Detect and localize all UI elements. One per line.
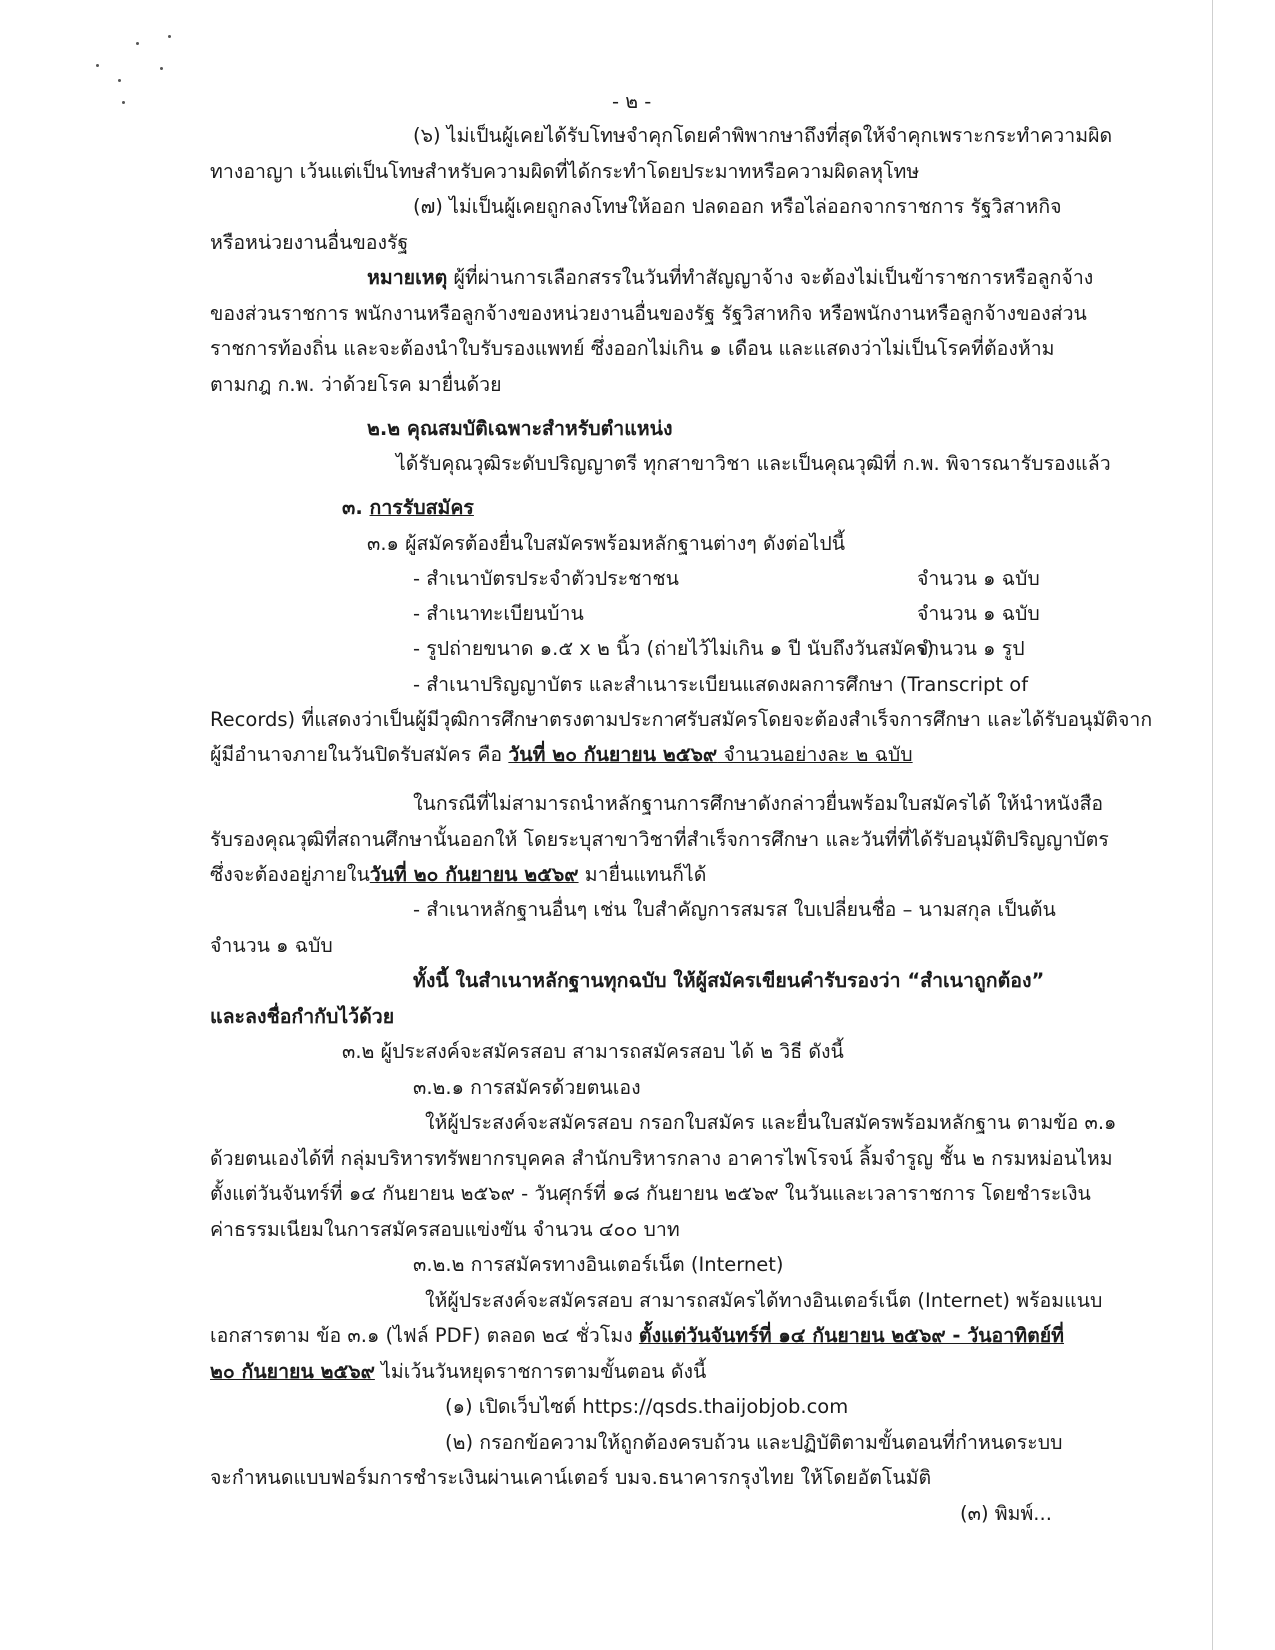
note-line-3: ราชการท้องถิ่น และจะต้องนำใบรับรองแพทย์ ซึ่งออกไม่เกิน ๑ เดือน และแสดงว่าไม่เป็นโรคที่ต้องห้าม bbox=[210, 337, 1055, 360]
internet-line-3 bbox=[210, 1358, 706, 1386]
deadline-copies: จำนวนอย่างละ ๒ ฉบับ bbox=[717, 743, 913, 766]
deadline-date: วันที่ ๒๐ กันยายน ๒๕๖๙ bbox=[508, 743, 718, 766]
section-3-heading bbox=[342, 494, 474, 522]
case-line-3 bbox=[210, 861, 706, 889]
case-line-1: ในกรณีที่ไม่สามารถนำหลักฐานการศึกษาดังกล่าวยื่นพร้อมใบสมัครได้ ให้นำหนังสือ bbox=[413, 792, 1104, 815]
qual-item-6-line-1: (๖) ไม่เป็นผู้เคยได้รับโทษจำคุกโดยคำพิพากษาถึงที่สุดให้จำคุกเพราะกระทำความผิด bbox=[413, 124, 1113, 147]
note-text: ผู้ที่ผ่านการเลือกสรรในวันที่ทำสัญญาจ้าง จะต้องไม่เป็นข้าราชการหรือลูกจ้าง bbox=[447, 266, 1094, 289]
internet-docs: เอกสารตาม ข้อ ๓.๑ (ไฟล์ PDF) ตลอด ๒๔ ชั่วโมง bbox=[210, 1324, 639, 1347]
qual-item-6-line-2: ทางอาญา เว้นแต่เป็นโทษสำหรับความผิดที่ได้กระทำโดยประมาทหรือความผิดลหุโทษ bbox=[210, 160, 920, 183]
doc-other-line-2: จำนวน ๑ ฉบับ bbox=[210, 934, 333, 957]
internet-period-end: ๒๐ กันยายน ๒๕๖๙ bbox=[210, 1360, 375, 1383]
self-apply-line-2: ด้วยตนเองได้ที่ กลุ่มบริหารทรัพยากรบุคคล สำนักบริหารกลาง อาคารไพโรจน์ ลิ้มจำรูญ ชั้น ๒ กรมหม่อนไหม bbox=[210, 1147, 1113, 1170]
page-number: - ๒ - bbox=[612, 90, 652, 113]
case-line-2: รับรองคุณวุฒิที่สถานศึกษานั้นออกให้ โดยระบุสาขาวิชาที่สำเร็จการศึกษา และวันที่ที่ได้รับอนุมัติปริญญาบัตร bbox=[210, 828, 1109, 851]
doc-degree-line-3 bbox=[210, 741, 913, 769]
doc-photo-qty: จำนวน ๑ รูป bbox=[917, 637, 1025, 660]
scan-speck bbox=[160, 67, 163, 70]
doc-id-card: - สำเนาบัตรประจำตัวประชาชน bbox=[413, 567, 679, 590]
self-apply-line-3: ตั้งแต่วันจันทร์ที่ ๑๔ กันยายน ๒๕๖๙ - วันศุกร์ที่ ๑๘ กันยายน ๒๕๖๙ ในวันและเวลาราชการ โดยชำระเงิน bbox=[210, 1182, 1091, 1205]
case-deadline-rest: มายื่นแทนก็ได้ bbox=[578, 863, 707, 886]
section-2-2-body: ได้รับคุณวุฒิระดับปริญญาตรี ทุกสาขาวิชา และเป็นคุณวุฒิที่ ก.พ. พิจารณารับรองแล้ว bbox=[396, 452, 1111, 475]
internet-steps-intro: ไม่เว้นวันหยุดราชการตามขั้นตอน ดังนี้ bbox=[374, 1360, 707, 1383]
doc-photo: - รูปถ่ายขนาด ๑.๕ x ๒ นิ้ว (ถ่ายไว้ไม่เกิน ๑ ปี นับถึงวันสมัคร) bbox=[413, 637, 935, 660]
note-line-2: ของส่วนราชการ พนักงานหรือลูกจ้างของหน่วยงานอื่นของรัฐ รัฐวิสาหกิจ หรือพนักงานหรือลูกจ้างของส่วน bbox=[210, 302, 1087, 325]
self-apply-line-1: ให้ผู้ประสงค์จะสมัครสอบ กรอกใบสมัคร และยื่นใบสมัครพร้อมหลักฐาน ตามข้อ ๓.๑ bbox=[425, 1111, 1117, 1134]
scan-speck bbox=[168, 35, 171, 38]
step-2-line-2: จะกำหนดแบบฟอร์มการชำระเงินผ่านเคาน์เตอร์ บมจ.ธนาคารกรุงไทย ให้โดยอัตโนมัติ bbox=[210, 1466, 932, 1489]
continued-marker: (๓) พิมพ์... bbox=[960, 1502, 1052, 1525]
certify-line-1: ทั้งนี้ ในสำเนาหลักฐานทุกฉบับ ให้ผู้สมัครเขียนคำรับรองว่า “สำเนาถูกต้อง” bbox=[413, 969, 1045, 992]
step-2-line-1: (๒) กรอกข้อความให้ถูกต้องครบถ้วน และปฏิบัติตามขั้นตอนที่กำหนดระบบ bbox=[445, 1431, 1063, 1454]
qual-item-7-line-2: หรือหน่วยงานอื่นของรัฐ bbox=[210, 231, 409, 254]
doc-degree-line-2: Records) ที่แสดงว่าเป็นผู้มีวุฒิการศึกษาตรงตามประกาศรับสมัครโดยจะต้องสำเร็จการศึกษา และได้รับอนุมัติจาก bbox=[210, 708, 1153, 731]
note-line-4: ตามกฎ ก.พ. ว่าด้วยโรค มายื่นด้วย bbox=[210, 373, 502, 396]
section-3-title: การรับสมัคร bbox=[369, 496, 474, 519]
scan-speck bbox=[118, 79, 121, 82]
section-3-number: ๓. bbox=[342, 496, 370, 519]
section-2-2-heading: ๒.๒ คุณสมบัติเฉพาะสำหรับตำแหน่ง bbox=[367, 417, 673, 440]
doc-id-card-qty: จำนวน ๑ ฉบับ bbox=[917, 567, 1040, 590]
case-deadline-date: วันที่ ๒๐ กันยายน ๒๕๖๙ bbox=[369, 863, 579, 886]
doc-other-line-1: - สำเนาหลักฐานอื่นๆ เช่น ใบสำคัญการสมรส ใบเปลี่ยนชื่อ – นามสกุล เป็นต้น bbox=[413, 898, 1056, 921]
step-1-website: (๑) เปิดเว็บไซต์ https://qsds.thaijobjob.com bbox=[445, 1395, 849, 1418]
internet-line-2 bbox=[210, 1322, 1064, 1350]
section-3-1-heading: ๓.๑ ผู้สมัครต้องยื่นใบสมัครพร้อมหลักฐานต่างๆ ดังต่อไปนี้ bbox=[367, 532, 846, 555]
note-label: หมายเหตุ bbox=[367, 266, 448, 289]
case-deadline-intro: ซึ่งจะต้องอยู่ภายใน bbox=[210, 863, 370, 886]
certify-line-2: และลงชื่อกำกับไว้ด้วย bbox=[210, 1005, 395, 1028]
section-3-2-heading: ๓.๒ ผู้ประสงค์จะสมัครสอบ สามารถสมัครสอบ ได้ ๒ วิธี ดังนี้ bbox=[342, 1040, 844, 1063]
internet-line-1: ให้ผู้ประสงค์จะสมัครสอบ สามารถสมัครได้ทางอินเตอร์เน็ต (Internet) พร้อมแนบ bbox=[425, 1289, 1103, 1312]
scan-edge-line bbox=[1212, 0, 1213, 1650]
section-3-2-2-heading: ๓.๒.๒ การสมัครทางอินเตอร์เน็ต (Internet) bbox=[413, 1253, 784, 1276]
note-line-1 bbox=[367, 264, 1093, 292]
qual-item-7-line-1: (๗) ไม่เป็นผู้เคยถูกลงโทษให้ออก ปลดออก หรือไล่ออกจากราชการ รัฐวิสาหกิจ bbox=[413, 195, 1062, 218]
deadline-intro: ผู้มีอำนาจภายในวันปิดรับสมัคร คือ bbox=[210, 743, 509, 766]
doc-house-reg: - สำเนาทะเบียนบ้าน bbox=[413, 602, 584, 625]
doc-degree-line-1: - สำเนาปริญญาบัตร และสำเนาระเบียนแสดงผลการศึกษา (Transcript of bbox=[413, 673, 1029, 696]
scan-speck bbox=[122, 101, 125, 104]
internet-period-start: ตั้งแต่วันจันทร์ที่ ๑๔ กันยายน ๒๕๖๙ - วันอาทิตย์ที่ bbox=[638, 1324, 1065, 1347]
section-3-2-1-heading: ๓.๒.๑ การสมัครด้วยตนเอง bbox=[413, 1076, 641, 1099]
doc-house-reg-qty: จำนวน ๑ ฉบับ bbox=[917, 602, 1040, 625]
self-apply-line-4: ค่าธรรมเนียมในการสมัครสอบแข่งขัน จำนวน ๔๐๐ บาท bbox=[210, 1218, 680, 1241]
scan-speck bbox=[96, 64, 99, 67]
scan-speck bbox=[136, 42, 139, 45]
